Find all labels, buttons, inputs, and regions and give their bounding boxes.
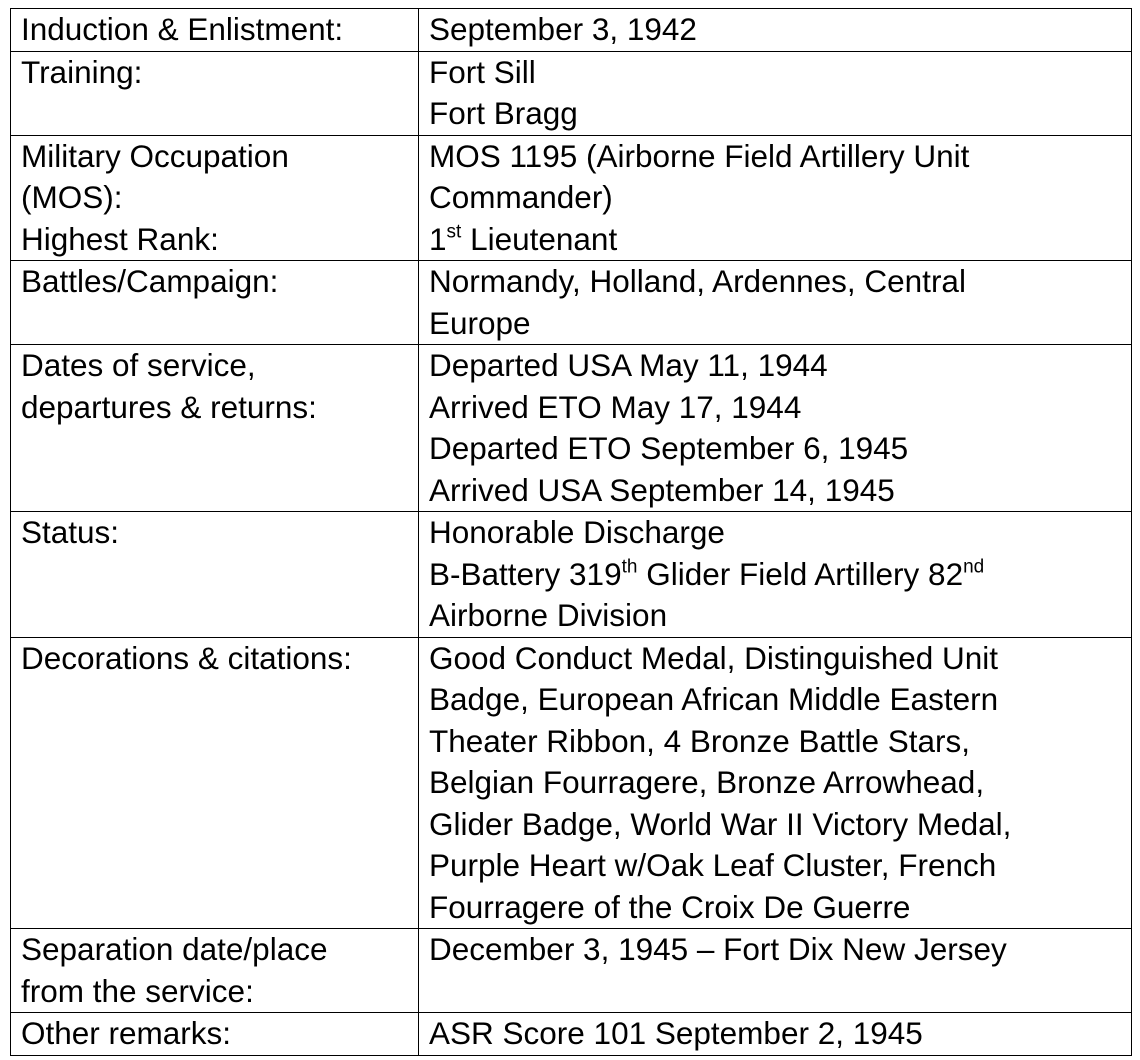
field-value-line <box>429 136 1131 178</box>
field-value-cell <box>419 512 1132 638</box>
field-value-text: Good Conduct Medal, Distinguished Unit <box>429 639 999 676</box>
field-label-cell <box>11 1013 419 1056</box>
table-row <box>11 1013 1132 1056</box>
field-value-text: Fort Bragg <box>429 95 578 131</box>
field-value-line <box>429 721 1131 763</box>
field-value-line <box>429 638 1131 680</box>
field-label: Decorations & citations: <box>21 639 352 676</box>
field-value-text: B-Battery 319 <box>429 555 622 592</box>
service-record-table <box>10 8 1132 1056</box>
field-value-line <box>429 303 1131 345</box>
field-value-cell <box>419 345 1132 512</box>
field-label-cell <box>11 51 419 135</box>
field-label: departures & returns: <box>21 388 317 425</box>
field-value-text: Badge, European African Middle Eastern <box>429 681 999 717</box>
field-value-text: Lieutenant <box>461 220 618 257</box>
field-value-line <box>429 345 1131 387</box>
field-label: Separation date/place <box>21 931 328 967</box>
field-value-text: Purple Heart w/Oak Leaf Cluster, French <box>429 847 997 883</box>
field-label: from the service: <box>21 972 254 1009</box>
field-value-text: Glider Field Artillery 82 <box>637 555 964 592</box>
field-value-line <box>429 93 1131 135</box>
field-value-line <box>429 804 1131 846</box>
field-label-cell <box>11 9 419 52</box>
field-value-text: Fort Sill <box>429 53 536 90</box>
field-value-text: Arrived USA September 14, 1945 <box>429 471 895 508</box>
field-value-text: Fourragere of the Croix De Guerre <box>429 888 911 925</box>
field-value-line <box>429 512 1131 554</box>
field-label-cell <box>11 135 419 261</box>
field-value-cell <box>419 637 1132 929</box>
field-value-line <box>429 1013 1131 1055</box>
field-label-cell <box>11 261 419 345</box>
field-value-line <box>429 177 1131 219</box>
field-value-line <box>429 470 1131 512</box>
field-value-text: Airborne Division <box>429 597 668 633</box>
field-value-line <box>429 679 1131 721</box>
field-value-cell <box>419 135 1132 261</box>
field-value-text: Honorable Discharge <box>429 514 725 550</box>
ordinal-suffix: st <box>446 221 462 243</box>
field-value-cell <box>419 929 1132 1013</box>
field-label-cell <box>11 512 419 638</box>
field-label: Training: <box>21 53 143 90</box>
field-label: Induction & Enlistment: <box>21 11 344 47</box>
field-label: (MOS): <box>21 179 123 215</box>
field-value-text: Glider Badge, World War II Victory Medal, <box>429 805 1012 842</box>
field-value-cell <box>419 261 1132 345</box>
service-record-body <box>11 9 1132 1056</box>
field-value-cell <box>419 9 1132 52</box>
field-label: Highest Rank: <box>21 220 219 257</box>
field-value-line <box>429 428 1131 470</box>
field-value-line <box>429 595 1131 637</box>
field-value-line <box>429 845 1131 887</box>
field-value-text: Commander) <box>429 179 613 215</box>
field-value-text: Normandy, Holland, Ardennes, Central <box>429 263 966 299</box>
field-value-line <box>429 887 1131 929</box>
table-row <box>11 261 1132 345</box>
field-value-line <box>429 219 1131 261</box>
field-value-line <box>429 929 1131 971</box>
field-value-text: Arrived ETO May 17, 1944 <box>429 388 802 425</box>
field-value-text: Departed USA May 11, 1944 <box>429 347 828 383</box>
field-value-cell <box>419 51 1132 135</box>
field-value-text: ASR Score 101 September 2, 1945 <box>429 1015 923 1051</box>
field-value-text: Theater Ribbon, 4 Bronze Battle Stars, <box>429 722 971 759</box>
field-value-text: Belgian Fourragere, Bronze Arrowhead, <box>429 764 985 800</box>
table-row <box>11 9 1132 52</box>
table-row <box>11 135 1132 261</box>
ordinal-suffix: nd <box>963 556 985 578</box>
field-value-text: Europe <box>429 304 531 341</box>
field-value-text: September 3, 1942 <box>429 11 697 47</box>
field-value-line <box>429 261 1131 303</box>
field-label-cell <box>11 345 419 512</box>
table-row <box>11 345 1132 512</box>
field-label-cell <box>11 637 419 929</box>
table-row <box>11 512 1132 638</box>
field-value-text: 1 <box>429 220 447 257</box>
field-value-line <box>429 52 1131 94</box>
field-value-text: December 3, 1945 – Fort Dix New Jersey <box>429 931 1007 967</box>
field-value-cell <box>419 1013 1132 1056</box>
table-row <box>11 637 1132 929</box>
field-value-line <box>429 9 1131 51</box>
field-value-line <box>429 554 1131 596</box>
field-value-line <box>429 762 1131 804</box>
field-label: Other remarks: <box>21 1015 232 1051</box>
table-row <box>11 929 1132 1013</box>
table-row <box>11 51 1132 135</box>
field-label-cell <box>11 929 419 1013</box>
field-value-text: MOS 1195 (Airborne Field Artillery Unit <box>429 137 970 174</box>
ordinal-suffix: th <box>621 556 638 578</box>
field-label: Battles/Campaign: <box>21 263 279 299</box>
field-value-text: Departed ETO September 6, 1945 <box>429 430 909 466</box>
field-label: Status: <box>21 514 120 550</box>
field-label: Military Occupation <box>21 137 289 174</box>
field-value-line <box>429 387 1131 429</box>
field-label: Dates of service, <box>21 347 256 383</box>
